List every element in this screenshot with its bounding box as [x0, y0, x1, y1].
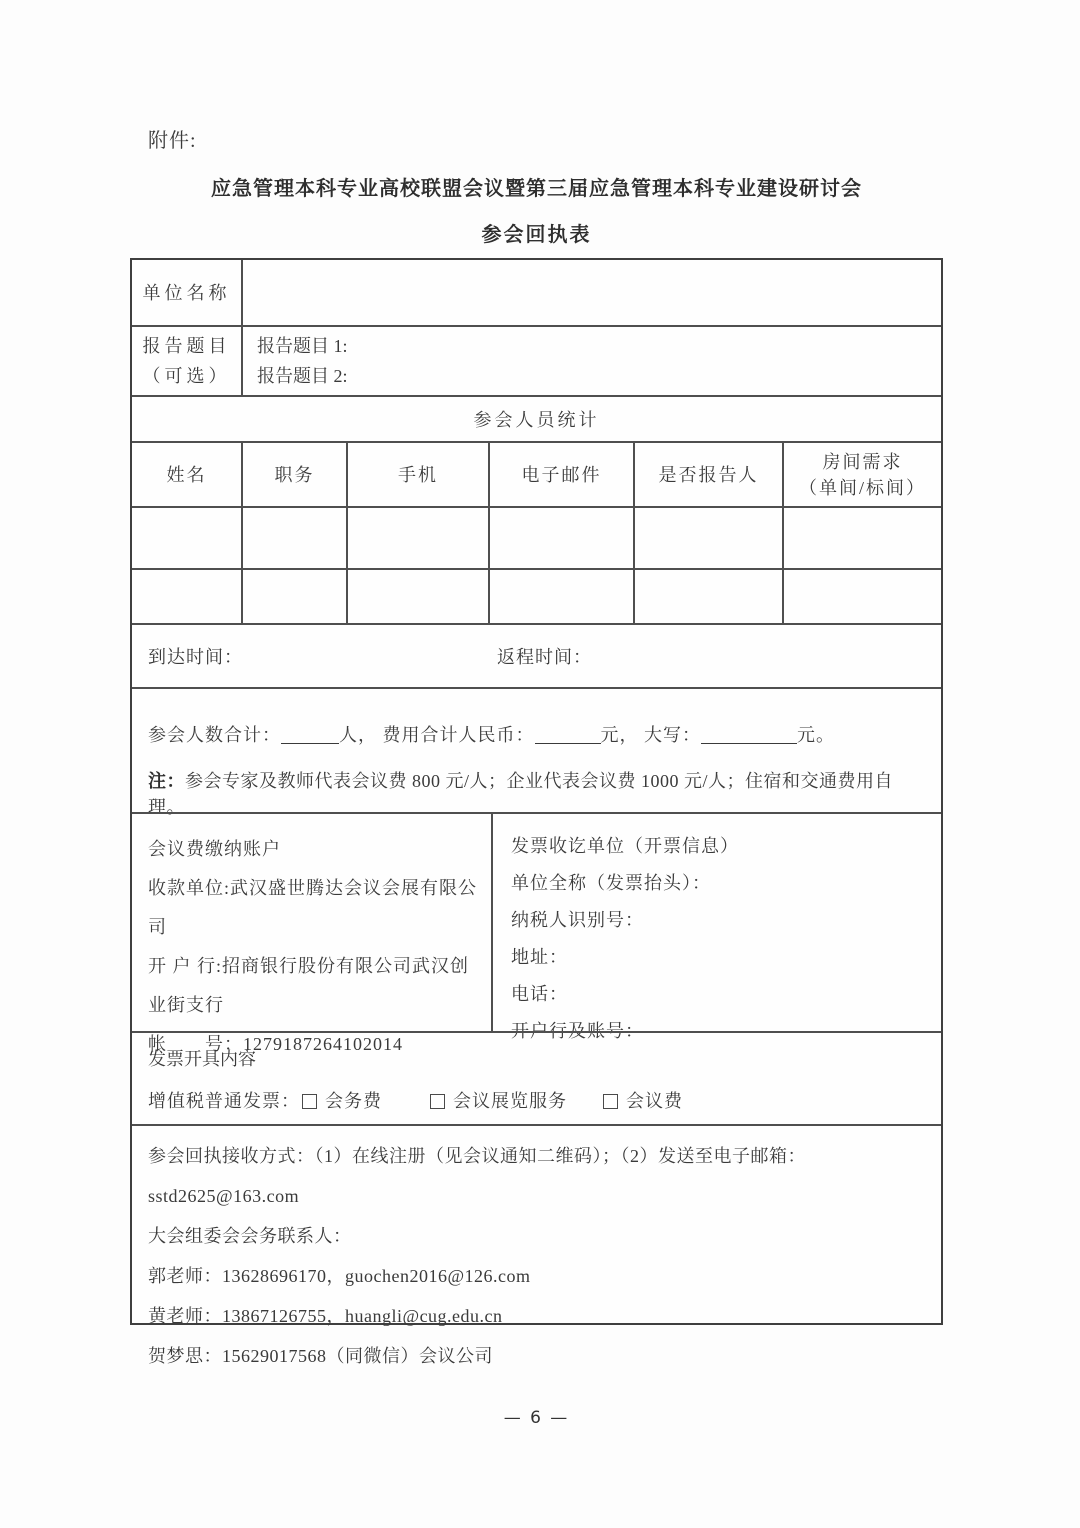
option-exhibition-service: [430, 1091, 567, 1111]
invoice-info-title: 发票收讫单位（开票信息）: [511, 836, 739, 856]
contact-guo: 郭老师：13628696170，guochen2016@126.com: [148, 1266, 531, 1286]
attendee-row-2: [132, 568, 941, 623]
contact-huang: 黄老师：13867126755，huangli@cug.edu.cn: [148, 1306, 503, 1326]
invoice-phone: 电话：: [511, 984, 568, 1004]
attendee2-name-cell: [132, 570, 243, 623]
report-title-label-line1: 报告题目: [142, 336, 231, 356]
option-label-exhibition-service: 会议展览服务: [453, 1091, 567, 1111]
attendees-header-row: [132, 441, 941, 506]
contact-row: [132, 1124, 941, 1366]
invoice-content-title: 发票开具内容: [148, 1049, 256, 1069]
col-header-room-line2: （单间/标间）: [798, 477, 926, 498]
document-subtitle: 参会回执表: [481, 224, 592, 246]
attendee1-email-cell: [490, 508, 635, 568]
invoice-content-row: [132, 1031, 941, 1124]
col-header-room-line1: 房间需求: [822, 451, 903, 472]
invoice-bank-account: 开户行及账号：: [511, 1021, 644, 1041]
attendee-row-1: [132, 506, 941, 568]
reply-form-table: [130, 258, 943, 1366]
vat-invoice-line: [148, 1087, 929, 1113]
vat-invoice-label: 增值税普通发票：: [148, 1091, 300, 1111]
reply-method-line: 参会回执接收方式：（1）在线注册（见会议通知二维码）；（2）发送至电子邮箱：sstd2625@163.com: [148, 1146, 806, 1206]
report-title-input-cell: [243, 327, 941, 395]
attachment-label: 附件:: [148, 130, 197, 152]
return-time-label: 返程时间：: [497, 647, 592, 667]
invoice-company-name: 单位全称（发票抬头）：: [511, 873, 711, 893]
option-label-conference-service-fee: 会务费: [325, 1091, 382, 1111]
report-title-1: 报告题目 1:: [257, 336, 348, 356]
option-conference-service-fee: [302, 1091, 382, 1111]
payment-bank: 开 户 行:招商银行股份有限公司武汉创业街支行: [148, 956, 469, 1015]
fee-part-4: 元。: [797, 725, 835, 745]
fee-summary-row: [132, 687, 941, 817]
col-header-mobile: 手机: [348, 443, 490, 506]
payment-account-number: 帐 号：1279187264102014: [148, 1034, 403, 1054]
payment-payee: 收款单位:武汉盛世腾达会议会展有限公司: [148, 878, 477, 937]
fee-amount-blank: [535, 725, 601, 744]
fee-part-2: 人， 费用合计人民币：: [339, 725, 535, 745]
unit-name-input-cell: [243, 260, 941, 325]
option-conference-fee: [603, 1091, 683, 1111]
col-header-email: 电子邮件: [490, 443, 635, 506]
option-label-conference-fee: 会议费: [626, 1091, 683, 1111]
unit-name-row: [132, 260, 941, 325]
attendee1-position-cell: [243, 508, 348, 568]
unit-name-label: 单位名称: [132, 260, 243, 325]
fee-part-3: 元， 大写：: [600, 725, 701, 745]
attendee2-email-cell: [490, 570, 635, 623]
payment-invoice-row: [132, 812, 941, 1054]
checkbox-conference-service-fee[interactable]: [302, 1094, 317, 1109]
attendees-section-title: 参会人员统计: [473, 410, 600, 430]
invoice-tax-id: 纳税人识别号：: [511, 910, 644, 930]
attendee2-speaker-cell: [635, 570, 784, 623]
fee-note-label: 注：: [148, 771, 185, 791]
col-header-room: [784, 443, 941, 506]
fee-note-text: 参会专家及教师代表会议费 800 元/人；企业代表会议费 1000 元/人；住宿和交通费用自理。: [148, 771, 893, 817]
attendee1-name-cell: [132, 508, 243, 568]
attendee1-speaker-cell: [635, 508, 784, 568]
arrival-time-label: 到达时间：: [148, 647, 243, 667]
report-title-2: 报告题目 2:: [257, 366, 348, 386]
attendee2-mobile-cell: [348, 570, 490, 623]
fee-part-1: 参会人数合计：: [148, 725, 281, 745]
contact-he: 贺梦思：15629017568（同微信）会议公司: [148, 1346, 493, 1366]
report-title-label: [132, 327, 243, 395]
invoice-address: 地址：: [511, 947, 568, 967]
page-number: — 6 —: [503, 1408, 570, 1428]
report-title-row: [132, 325, 941, 395]
attendee2-room-cell: [784, 570, 941, 623]
committee-contact-heading: 大会组委会会务联系人：: [148, 1226, 352, 1246]
attendees-section-header: [132, 395, 941, 441]
checkbox-conference-fee[interactable]: [603, 1094, 618, 1109]
fee-summary-line: [148, 721, 929, 747]
attendee2-position-cell: [243, 570, 348, 623]
document-title: 应急管理本科专业高校联盟会议暨第三届应急管理本科专业建设研讨会: [211, 178, 862, 200]
payment-account-title: 会议费缴纳账户: [148, 839, 281, 859]
payment-account-cell: [132, 814, 493, 1054]
attendee1-room-cell: [784, 508, 941, 568]
attendee1-mobile-cell: [348, 508, 490, 568]
checkbox-exhibition-service[interactable]: [430, 1094, 445, 1109]
travel-time-row: [132, 623, 941, 687]
col-header-speaker: 是否报告人: [635, 443, 784, 506]
report-title-label-line2: （可选）: [142, 366, 231, 386]
invoice-info-cell: [493, 814, 941, 1041]
col-header-position: 职务: [243, 443, 348, 506]
col-header-name: 姓名: [132, 443, 243, 506]
attendee-count-blank: [281, 725, 339, 744]
fee-amount-words-blank: [701, 725, 797, 744]
